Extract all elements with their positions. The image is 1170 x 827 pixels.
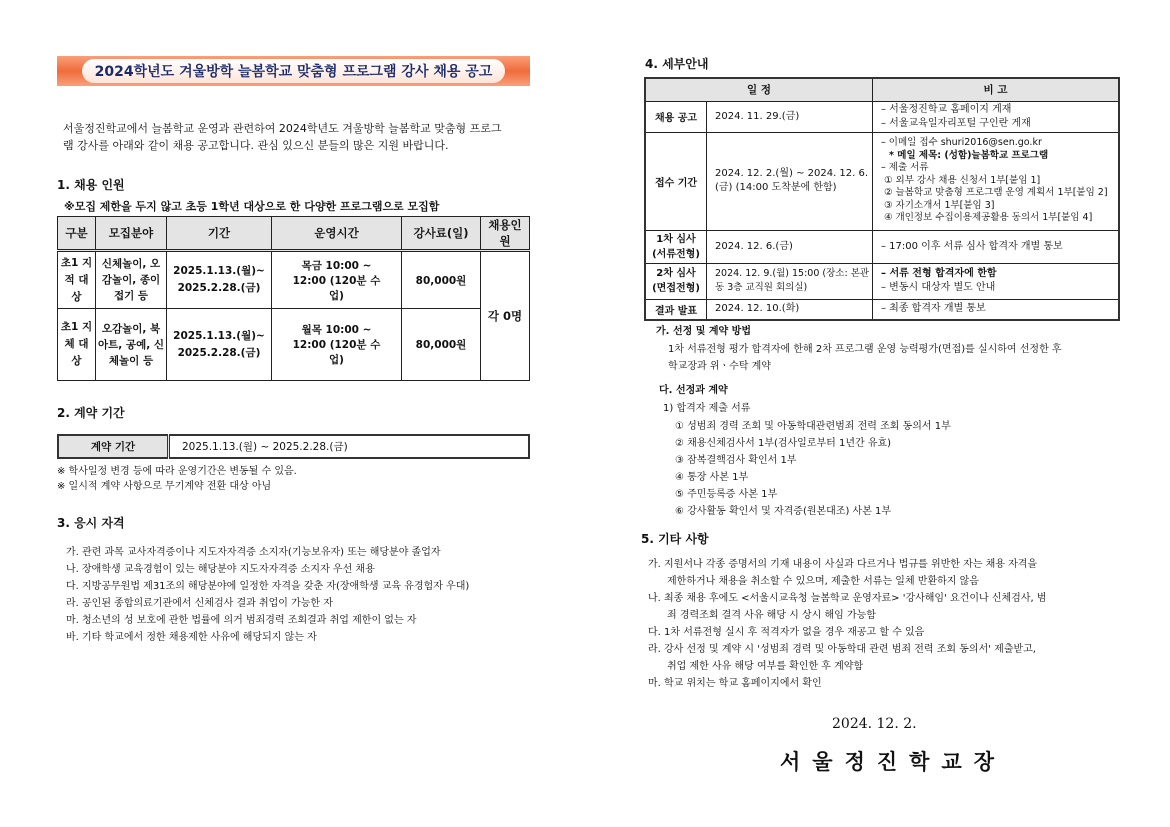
qualification-item: 라. 공인된 종합의료기관에서 신체검사 결과 취업이 가능한 자 bbox=[66, 598, 333, 609]
section-4-heading: 4. 세부안내 bbox=[645, 57, 709, 71]
section-3-heading: 3. 응시 자격 bbox=[57, 516, 125, 530]
recruit-note: ※모집 제한을 두지 않고 초등 1학년 대상으로 한 다양한 프로그램으로 모집함 bbox=[64, 200, 440, 213]
note-line: ① 외부 강사 채용 신청서 1부[붙임 1] bbox=[884, 174, 1041, 186]
col-header: 구분 bbox=[58, 217, 96, 251]
signer: 서울정진학교장 bbox=[780, 749, 1007, 774]
recruit-table bbox=[57, 216, 530, 381]
schedule-label: 채용 공고 bbox=[645, 101, 707, 132]
misc-item: 다. 1차 서류전형 실시 후 적격자가 없을 경우 재공고 할 수 있음 bbox=[648, 627, 925, 638]
time-cell: 목금 10:00 ~ 12:00 (120분 수업) bbox=[272, 251, 402, 309]
schedule-notes bbox=[873, 299, 1120, 320]
misc-item: 라. 강사 선정 및 계약 시 '성범죄 경력 및 아동학대 관련 범죄 전력 조회 동의서' 제출받고, bbox=[648, 644, 1036, 655]
section-2-heading: 2. 계약 기간 bbox=[57, 406, 125, 420]
table-row bbox=[645, 132, 1119, 230]
col-header: 강사료(일) bbox=[402, 217, 481, 251]
docs-heading: 1) 합격자 제출 서류 bbox=[663, 403, 751, 414]
schedule-notes bbox=[873, 230, 1120, 263]
section-1-heading: 1. 채용 인원 bbox=[57, 178, 125, 192]
note-line: – 이메일 접수 shuri2016@sen.go.kr bbox=[881, 137, 1042, 149]
doc-item: ③ 잠복결핵검사 확인서 1부 bbox=[675, 455, 797, 466]
announcement-date: 2024. 12. 2. bbox=[832, 716, 917, 732]
doc-item: ④ 통장 사본 1부 bbox=[675, 472, 749, 483]
schedule-table bbox=[644, 77, 1120, 321]
method-heading: 가. 선정 및 계약 방법 bbox=[656, 326, 752, 337]
table-row bbox=[645, 230, 1119, 263]
col-header: 채용인원 bbox=[481, 217, 530, 251]
qualification-item: 나. 장애학생 교육경험이 있는 해당분야 지도자자격증 소지자 우선 채용 bbox=[66, 564, 375, 575]
schedule-label: 2차 심사 (면접전형) bbox=[645, 263, 707, 299]
contract-heading: 다. 선정과 계약 bbox=[659, 385, 728, 396]
note-line: – 제출 서류 bbox=[881, 162, 929, 174]
table-row bbox=[645, 299, 1119, 320]
note-line: – 변동시 대상자 별도 안내 bbox=[881, 282, 996, 293]
schedule-notes bbox=[873, 132, 1120, 230]
schedule-date: 2024. 12. 2.(월) ~ 2024. 12. 6.(금) (14:00 도착분에 한함) bbox=[707, 132, 873, 230]
misc-item: 가. 지원서나 각종 증명서의 기재 내용이 사실과 다르거나 법규를 위반한 자는 채용 자격을 bbox=[648, 559, 1038, 570]
note-line: – 최종 합격자 개별 통보 bbox=[881, 303, 986, 315]
field-cell: 신체놀이, 오감놀이, 종이접기 등 bbox=[96, 251, 167, 309]
section-5-heading: 5. 기타 사항 bbox=[641, 532, 709, 546]
note-line: ③ 자기소개서 1부[붙임 3] bbox=[884, 199, 995, 211]
qualification-item: 바. 기타 학교에서 정한 채용제한 사유에 해당되지 않는 자 bbox=[66, 632, 317, 643]
table-row bbox=[645, 101, 1119, 132]
group-cell: 초1 지적 대상 bbox=[58, 251, 96, 309]
group-cell: 초1 지체 대상 bbox=[58, 309, 96, 381]
schedule-notes bbox=[873, 101, 1120, 132]
schedule-label: 1차 심사 (서류전형) bbox=[645, 230, 707, 263]
table-row bbox=[58, 251, 530, 309]
note-line: – 17:00 이후 서류 심사 합격자 개별 통보 bbox=[881, 240, 1063, 252]
misc-item: 나. 최종 채용 후에도 <서울시교육청 늘봄학교 운영자료> '강사해임' 요건이나 신체검사, 범 bbox=[648, 593, 1047, 604]
note-line: – 서류 전형 합격자에 한함 bbox=[881, 268, 997, 279]
doc-item: ⑥ 강사활동 확인서 및 자격증(원본대조) 사본 1부 bbox=[675, 506, 892, 517]
qualification-item: 가. 관련 과목 교사자격증이나 지도자자격증 소지자(기능보유자) 또는 해당분야 졸업자 bbox=[66, 547, 441, 558]
col-header: 운영시간 bbox=[272, 217, 402, 251]
method-text: 학교장과 위ㆍ수탁 계약 bbox=[668, 361, 771, 372]
qualification-item: 다. 지방공무원법 제31조의 해당분야에 일정한 자격을 갖춘 자(장애학생 교육 유경험자 우대) bbox=[66, 581, 470, 592]
method-text: 1차 서류전형 평가 합격자에 한해 2차 프로그램 운영 능력평가(면접)를 실시하여 선정한 후 bbox=[668, 344, 1062, 355]
contract-period-label: 계약 기간 bbox=[58, 435, 169, 458]
table-row bbox=[58, 309, 530, 381]
contract-note: ※ 학사일정 변경 등에 따라 운영기간은 변동될 수 있음. bbox=[57, 466, 297, 477]
title-banner bbox=[57, 56, 530, 86]
time-cell: 월목 10:00 ~ 12:00 (120분 수업) bbox=[272, 309, 402, 381]
fee-cell: 80,000원 bbox=[402, 251, 481, 309]
contract-note: ※ 일시적 계약 사항으로 무기계약 전환 대상 아님 bbox=[57, 481, 272, 492]
headcount-cell: 각 0명 bbox=[481, 251, 530, 381]
misc-item: 제한하거나 채용을 취소할 수 있으며, 제출한 서류는 일체 반환하지 않음 bbox=[667, 576, 979, 587]
note-line: ④ 개인정보 수집이용제공활용 동의서 1부[붙임 4] bbox=[884, 212, 1093, 224]
schedule-date: 2024. 11. 29.(금) bbox=[707, 101, 873, 132]
misc-item: 죄 경력조회 결격 사유 해당 시 상시 해임 가능함 bbox=[667, 610, 876, 621]
schedule-date: 2024. 12. 10.(화) bbox=[707, 299, 873, 320]
note-line: – 서울교육일자리포털 구인란 게재 bbox=[881, 117, 1031, 129]
contract-period-table bbox=[57, 434, 530, 459]
period-cell: 2025.1.13.(월)~ 2025.2.28.(금) bbox=[167, 309, 272, 381]
table-row bbox=[645, 263, 1119, 299]
note-line: – 서울정진학교 홈페이지 게재 bbox=[881, 103, 1012, 115]
contract-period-value: 2025.1.13.(월) ~ 2025.2.28.(금) bbox=[169, 435, 530, 458]
doc-item: ② 채용신체검사서 1부(검사일로부터 1년간 유효) bbox=[675, 438, 892, 449]
field-cell: 오감놀이, 북아트, 공예, 신체놀이 등 bbox=[96, 309, 167, 381]
document-title: 2024학년도 겨울방학 늘봄학교 맞춤형 프로그램 강사 채용 공고 bbox=[82, 59, 505, 83]
col-header: 기간 bbox=[167, 217, 272, 251]
qualification-item: 마. 청소년의 성 보호에 관한 법률에 의거 범죄경력 조회결과 취업 제한이 없는 자 bbox=[66, 615, 417, 626]
intro-line-2: 램 강사를 아래와 같이 채용 공고합니다. 관심 있으신 분들의 많은 지원 바랍니다. bbox=[63, 139, 449, 152]
col-header: 비 고 bbox=[873, 78, 1120, 101]
intro-line-1: 서울정진학교에서 늘봄학교 운영과 관련하여 2024학년도 겨울방학 늘봄학교 맞춤형 프로그 bbox=[63, 122, 502, 135]
doc-item: ⑤ 주민등록증 사본 1부 bbox=[675, 489, 778, 500]
col-header: 일 정 bbox=[645, 78, 873, 101]
note-line: * 메일 제목: (성함)늘봄학교 프로그램 bbox=[889, 149, 1049, 161]
misc-item: 마. 학교 위치는 학교 홈페이지에서 확인 bbox=[648, 678, 822, 689]
fee-cell: 80,000원 bbox=[402, 309, 481, 381]
period-cell: 2025.1.13.(월)~ 2025.2.28.(금) bbox=[167, 251, 272, 309]
schedule-date: 2024. 12. 9.(월) 15:00 (장소: 본관동 3층 교직원 회의실) bbox=[707, 263, 873, 299]
schedule-notes bbox=[873, 263, 1120, 299]
col-header: 모집분야 bbox=[96, 217, 167, 251]
schedule-label: 결과 발표 bbox=[645, 299, 707, 320]
note-line: ② 늘봄학교 맞춤형 프로그램 운영 계획서 1부[붙임 2] bbox=[884, 187, 1108, 199]
schedule-label: 접수 기간 bbox=[645, 132, 707, 230]
doc-item: ① 성범죄 경력 조회 및 아동학대관련범죄 전력 조회 동의서 1부 bbox=[675, 421, 951, 432]
misc-item: 취업 제한 사유 해당 여부를 확인한 후 계약함 bbox=[667, 661, 864, 672]
schedule-date: 2024. 12. 6.(금) bbox=[707, 230, 873, 263]
